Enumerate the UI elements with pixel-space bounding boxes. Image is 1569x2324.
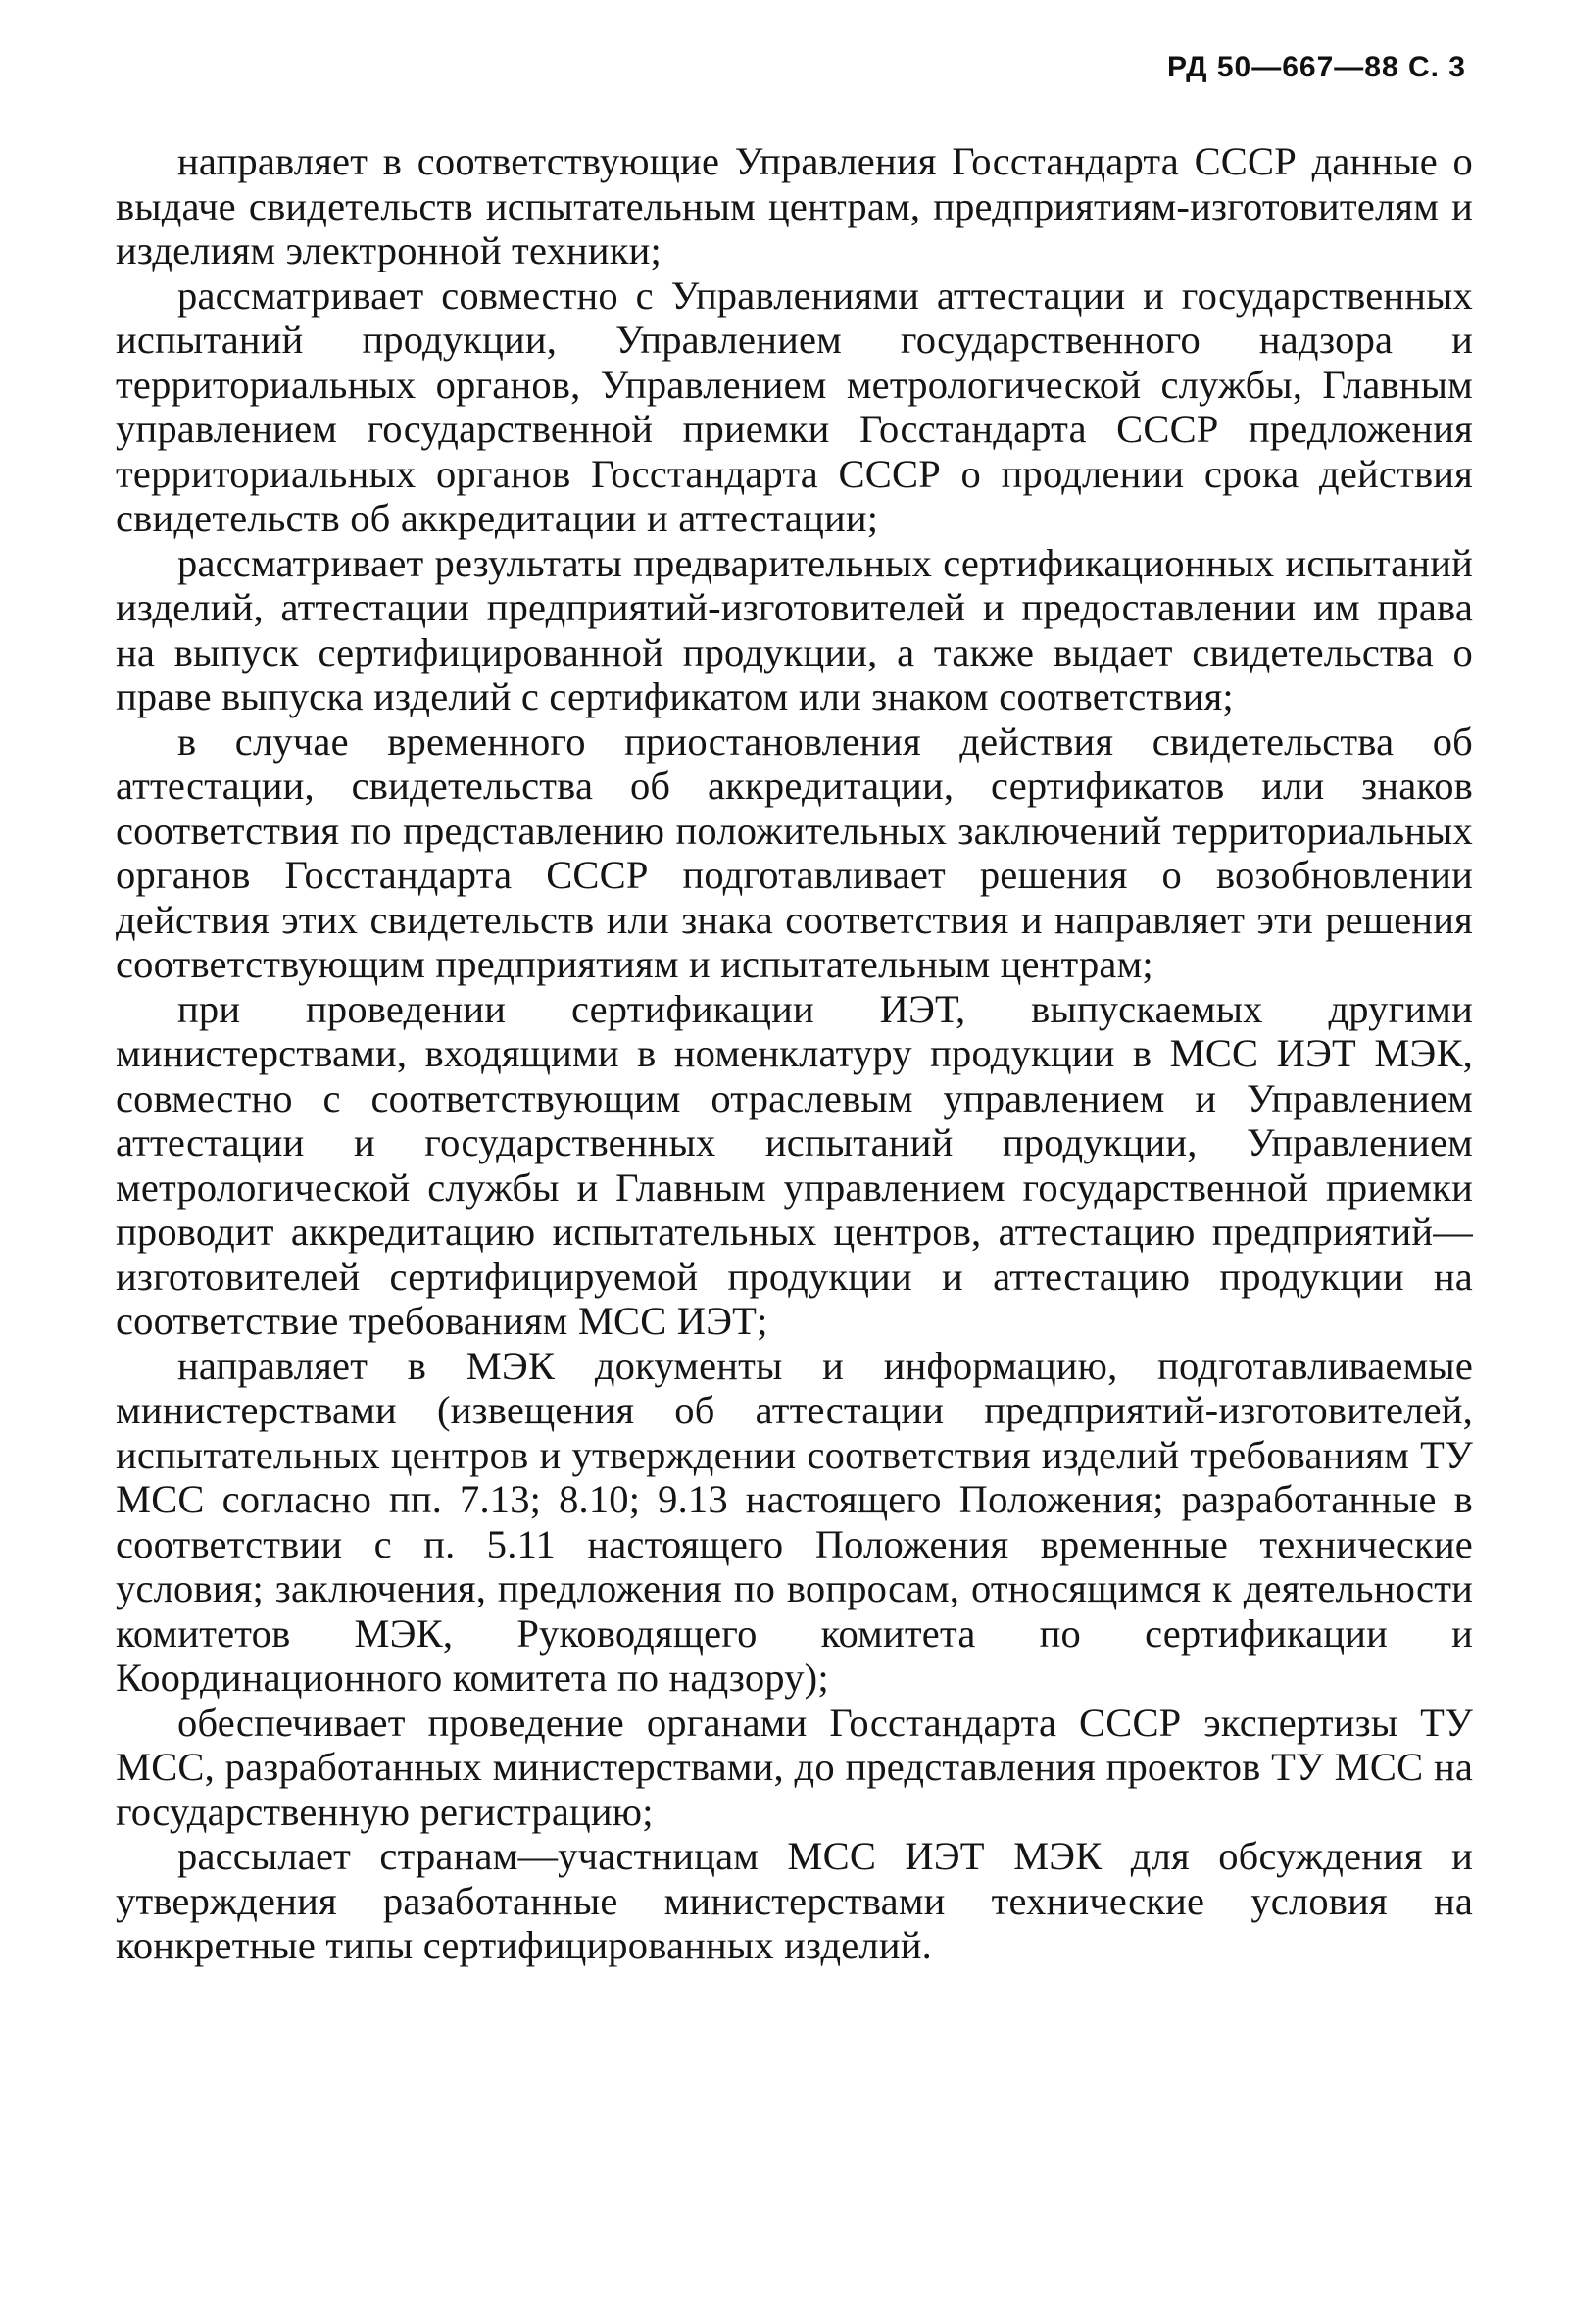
paragraph: обеспечивает проведение органами Госстандарта СССР экспертизы ТУ МСС, разработанных министерствами, до представления проектов ТУ МСС на государственную регистрацию;	[116, 1700, 1473, 1834]
paragraph: рассматривает результаты предварительных сертификационных испытаний изделий, аттестации предприятий-изготовителей и предоставлении им права на выпуск сертифицированной продукции, а также выдает свидетельства о праве выпуска изделий с сертификатом или знаком соответствия;	[116, 540, 1473, 718]
paragraph: рассматривает совместно с Управлениями аттестации и государственных испытаний продукции, Управлением государственного надзора и территориальных органов, Управлением метрологической службы, Главным управлением государственной приемки Госстандарта СССР предложения территориальных органов Госстандарта СССР о продлении срока действия свидетельств об аккредитации и аттестации;	[116, 272, 1473, 540]
page-header: РД 50—667—88 С. 3	[1167, 51, 1466, 83]
document-body	[116, 139, 1473, 1968]
paragraph: при проведении сертификации ИЭТ, выпускаемых другими министерствами, входящими в номенклатуру продукции в МСС ИЭТ МЭК, совместно с соответствующим отраслевым управлением и Управлением аттестации и государственных испытаний продукции, Управлением метрологической службы и Главным управлением государственной приемки проводит аккредитацию испытательных центров, аттестацию предприятий—изготовителей сертифицируемой продукции и аттестацию продукции на соответствие требованиям МСС ИЭТ;	[116, 986, 1473, 1343]
paragraph: направляет в соответствующие Управления Госстандарта СССР данные о выдаче свидетельств испытательным центрам, предприятиям-изготовителям и изделиям электронной техники;	[116, 139, 1473, 272]
paragraph: в случае временного приостановления действия свидетельства об аттестации, свидетельства об аккредитации, сертификатов или знаков соответствия по представлению положительных заключений территориальных органов Госстандарта СССР подготавливает решения о возобновлении действия этих свидетельств или знака соответствия и направляет эти решения соответствующим предприятиям и испытательным центрам;	[116, 718, 1473, 986]
paragraph: рассылает странам—участницам МСС ИЭТ МЭК для обсуждения и утверждения разаботанные министерствами технические условия на конкретные типы сертифицированных изделий.	[116, 1834, 1473, 1967]
paragraph: направляет в МЭК документы и информацию, подготавливаемые министерствами (извещения об аттестации предприятий-изготовителей, испытательных центров и утверждении соответствия изделий требованиям ТУ МСС согласно пп. 7.13; 8.10; 9.13 настоящего Положения; разработанные в соответствии с п. 5.11 настоящего Положения временные технические условия; заключения, предложения по вопросам, относящимся к деятельности комитетов МЭК, Руководящего комитета по сертификации и Координационного комитета по надзору);	[116, 1343, 1473, 1700]
